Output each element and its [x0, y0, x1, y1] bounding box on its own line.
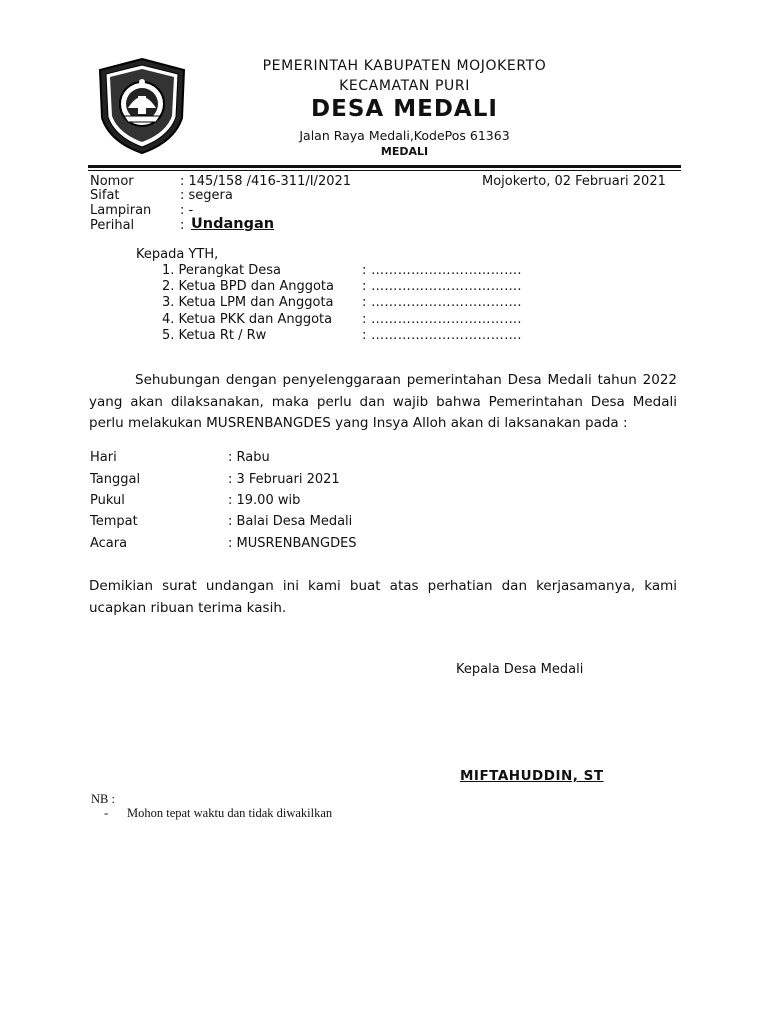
note-label: NB : — [91, 792, 115, 806]
meta-label-nomor: Nomor — [90, 174, 134, 189]
detail-value-hari: : Rabu — [228, 450, 270, 465]
letter-date: Mojokerto, 02 Februari 2021 — [482, 174, 666, 189]
letterhead-district: KECAMATAN PURI — [339, 78, 470, 94]
body-paragraph-intro-text: Sehubungan dengan penyelenggaraan pemerintahan Desa Medali tahun 2022 yang akan dilaksanakan, maka perlu dan wajib bahwa Pemerintahan Desa Medali perlu melakukan MUSRENBANGDES yang Insya Alloh akan di laksanakan pada : — [89, 372, 677, 431]
detail-label-pukul: Pukul — [90, 493, 125, 508]
header-rule-thick — [88, 165, 681, 168]
letterhead-address: Jalan Raya Medali,KodePos 61363 — [299, 128, 510, 143]
note-text: Mohon tepat waktu dan tidak diwakilkan — [127, 806, 333, 820]
letterhead-government: PEMERINTAH KABUPATEN MOJOKERTO — [262, 58, 547, 74]
regency-emblem-logo — [94, 56, 190, 156]
recipient-blank: : ……………………………. — [362, 279, 522, 294]
meta-value-sifat: : segera — [180, 188, 233, 203]
recipient-name: 2. Ketua BPD dan Anggota — [162, 279, 334, 294]
body-paragraph-closing: Demikian surat undangan ini kami buat atas perhatian dan kerjasamanya, kami ucapkan ribuan terima kasih. — [89, 578, 677, 616]
meta-value-lampiran: : - — [180, 203, 194, 218]
recipient-blank: : ……………………………. — [362, 263, 522, 278]
detail-label-tanggal: Tanggal — [90, 472, 141, 487]
recipient-name: 5. Ketua Rt / Rw — [162, 328, 267, 343]
body-paragraph-intro — [89, 370, 677, 435]
recipient-blank: : ……………………………. — [362, 295, 522, 310]
meta-value-nomor: : 145/158 /416-311/I/2021 — [180, 174, 352, 189]
signature-title: Kepala Desa Medali — [456, 662, 584, 677]
note-bullet: - — [104, 805, 109, 820]
meta-label-perihal: Perihal — [90, 218, 135, 233]
recipient-name: 4. Ketua PKK dan Anggota — [162, 312, 333, 327]
detail-label-acara: Acara — [90, 536, 128, 551]
meta-colon-perihal: : — [180, 218, 185, 233]
detail-value-tempat: : Balai Desa Medali — [228, 514, 353, 529]
letterhead-village-title: DESA MEDALI — [311, 96, 498, 122]
detail-label-hari: Hari — [90, 450, 117, 465]
recipient-name: 1. Perangkat Desa — [162, 263, 281, 278]
recipient-name: 3. Ketua LPM dan Anggota — [162, 295, 334, 310]
meta-value-perihal: Undangan — [191, 216, 275, 232]
recipient-blank: : ……………………………. — [362, 328, 522, 343]
meta-label-sifat: Sifat — [90, 188, 120, 203]
recipients-greeting: Kepada YTH, — [136, 247, 219, 262]
detail-value-tanggal: : 3 Februari 2021 — [228, 472, 340, 487]
signature-name: MIFTAHUDDIN, ST — [460, 768, 604, 784]
meta-label-lampiran: Lampiran — [90, 203, 152, 218]
header-rule-thin — [88, 170, 681, 171]
detail-value-acara: : MUSRENBANGDES — [228, 536, 357, 551]
letterhead-subtitle: MEDALI — [380, 145, 429, 158]
detail-label-tempat: Tempat — [90, 514, 138, 529]
recipient-blank: : ……………………………. — [362, 312, 522, 327]
detail-value-pukul: : 19.00 wib — [228, 493, 301, 508]
